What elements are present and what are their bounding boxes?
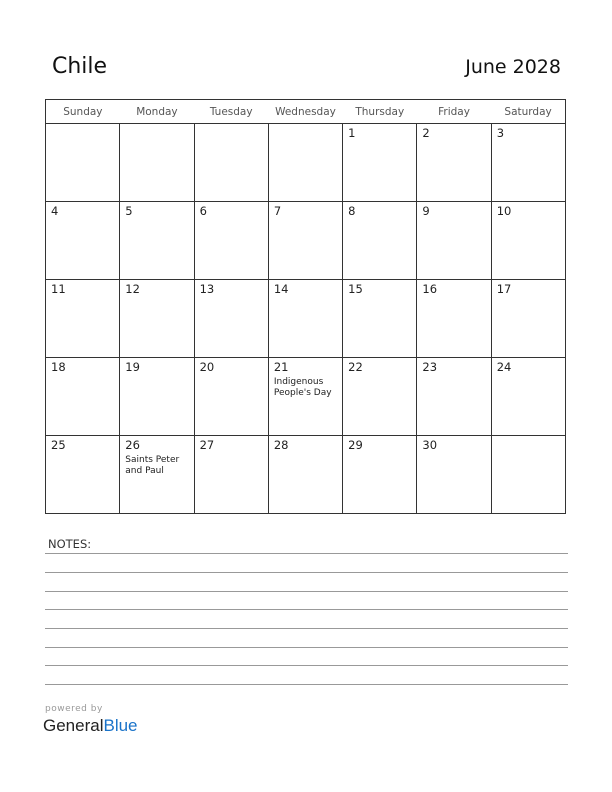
day-cell[interactable] — [194, 202, 268, 280]
day-cell[interactable] — [46, 124, 120, 202]
day-number — [195, 124, 268, 127]
weekday-header: Saturday — [491, 100, 565, 124]
day-number: 15 — [348, 282, 363, 296]
day-cell[interactable] — [194, 358, 268, 436]
day-cell[interactable] — [343, 124, 417, 202]
day-number: 8 — [348, 204, 356, 218]
note-line — [45, 684, 568, 685]
day-cell[interactable] — [194, 280, 268, 358]
day-cell[interactable] — [491, 202, 565, 280]
note-line — [45, 665, 568, 666]
day-number — [46, 124, 119, 127]
day-number: 7 — [273, 204, 282, 218]
day-number: 4 — [51, 204, 59, 218]
day-number: 3 — [496, 126, 505, 140]
day-cell[interactable] — [268, 358, 342, 436]
weekday-header: Thursday — [343, 100, 417, 124]
day-cell[interactable] — [46, 202, 120, 280]
day-cell[interactable] — [343, 202, 417, 280]
week-row — [46, 280, 566, 358]
day-cell[interactable] — [120, 436, 194, 514]
day-number: 21 — [273, 360, 289, 374]
day-cell[interactable] — [46, 436, 120, 514]
weekday-header: Monday — [120, 100, 194, 124]
day-number: 18 — [51, 360, 66, 374]
day-number: 22 — [348, 360, 363, 374]
holiday-label: Indigenous People's Day — [273, 376, 332, 399]
brand-part-blue: Blue — [103, 716, 138, 735]
note-line — [45, 647, 568, 648]
day-number: 23 — [422, 360, 438, 374]
day-number: 24 — [496, 360, 512, 374]
day-cell[interactable] — [491, 280, 565, 358]
week-row — [46, 202, 566, 280]
weekday-header: Wednesday — [268, 100, 342, 124]
calendar-grid — [45, 99, 566, 514]
day-cell[interactable] — [120, 358, 194, 436]
day-number: 30 — [422, 438, 438, 452]
week-row — [46, 124, 566, 202]
day-number — [269, 124, 342, 127]
day-cell[interactable] — [417, 436, 491, 514]
day-number: 27 — [199, 438, 215, 452]
day-cell[interactable] — [194, 124, 268, 202]
day-cell[interactable] — [194, 436, 268, 514]
day-number: 29 — [348, 438, 363, 452]
day-number: 13 — [199, 282, 215, 296]
powered-by-text: powered by — [45, 704, 103, 714]
day-cell[interactable] — [491, 358, 565, 436]
month-year-title: June 2028 — [465, 56, 561, 78]
country-title: Chile — [52, 54, 108, 79]
day-number: 6 — [199, 204, 207, 218]
day-cell[interactable] — [120, 202, 194, 280]
day-cell[interactable] — [343, 436, 417, 514]
note-line — [45, 572, 568, 573]
day-number — [492, 436, 565, 439]
day-cell[interactable] — [491, 124, 565, 202]
day-cell[interactable] — [120, 280, 194, 358]
day-cell[interactable] — [417, 280, 491, 358]
notes-label: NOTES: — [48, 537, 92, 551]
holiday-label: Saints Peter and Paul — [125, 454, 180, 477]
day-cell[interactable] — [268, 436, 342, 514]
day-number: 19 — [125, 360, 140, 374]
note-line — [45, 553, 568, 554]
day-number: 26 — [125, 438, 140, 452]
day-cell[interactable] — [417, 202, 491, 280]
day-number: 20 — [199, 360, 215, 374]
note-line — [45, 628, 568, 629]
note-line — [45, 609, 568, 610]
day-number: 12 — [125, 282, 140, 296]
weekday-header: Sunday — [46, 100, 120, 124]
day-cell[interactable] — [268, 280, 342, 358]
day-cell[interactable] — [417, 124, 491, 202]
day-number: 10 — [496, 204, 512, 218]
day-number: 17 — [496, 282, 512, 296]
week-row — [46, 436, 566, 514]
day-cell[interactable] — [120, 124, 194, 202]
day-cell[interactable] — [46, 280, 120, 358]
generalblue-logo[interactable] — [43, 716, 138, 736]
day-cell[interactable] — [417, 358, 491, 436]
day-number: 11 — [51, 282, 66, 296]
day-number — [120, 124, 193, 127]
day-number: 2 — [422, 126, 430, 140]
day-cell[interactable] — [268, 202, 342, 280]
day-number: 25 — [51, 438, 66, 452]
day-cell[interactable] — [268, 124, 342, 202]
weekday-header-row — [46, 100, 566, 124]
day-number: 16 — [422, 282, 438, 296]
day-number: 1 — [348, 126, 356, 140]
brand-part-general: General — [43, 716, 104, 735]
note-line — [45, 591, 568, 592]
day-cell[interactable] — [491, 436, 565, 514]
day-number: 14 — [273, 282, 289, 296]
day-cell[interactable] — [343, 280, 417, 358]
weekday-header: Tuesday — [194, 100, 268, 124]
day-number: 5 — [125, 204, 133, 218]
day-cell[interactable] — [46, 358, 120, 436]
day-number: 9 — [422, 204, 430, 218]
weekday-header: Friday — [417, 100, 491, 124]
day-number: 28 — [273, 438, 289, 452]
week-row — [46, 358, 566, 436]
day-cell[interactable] — [343, 358, 417, 436]
